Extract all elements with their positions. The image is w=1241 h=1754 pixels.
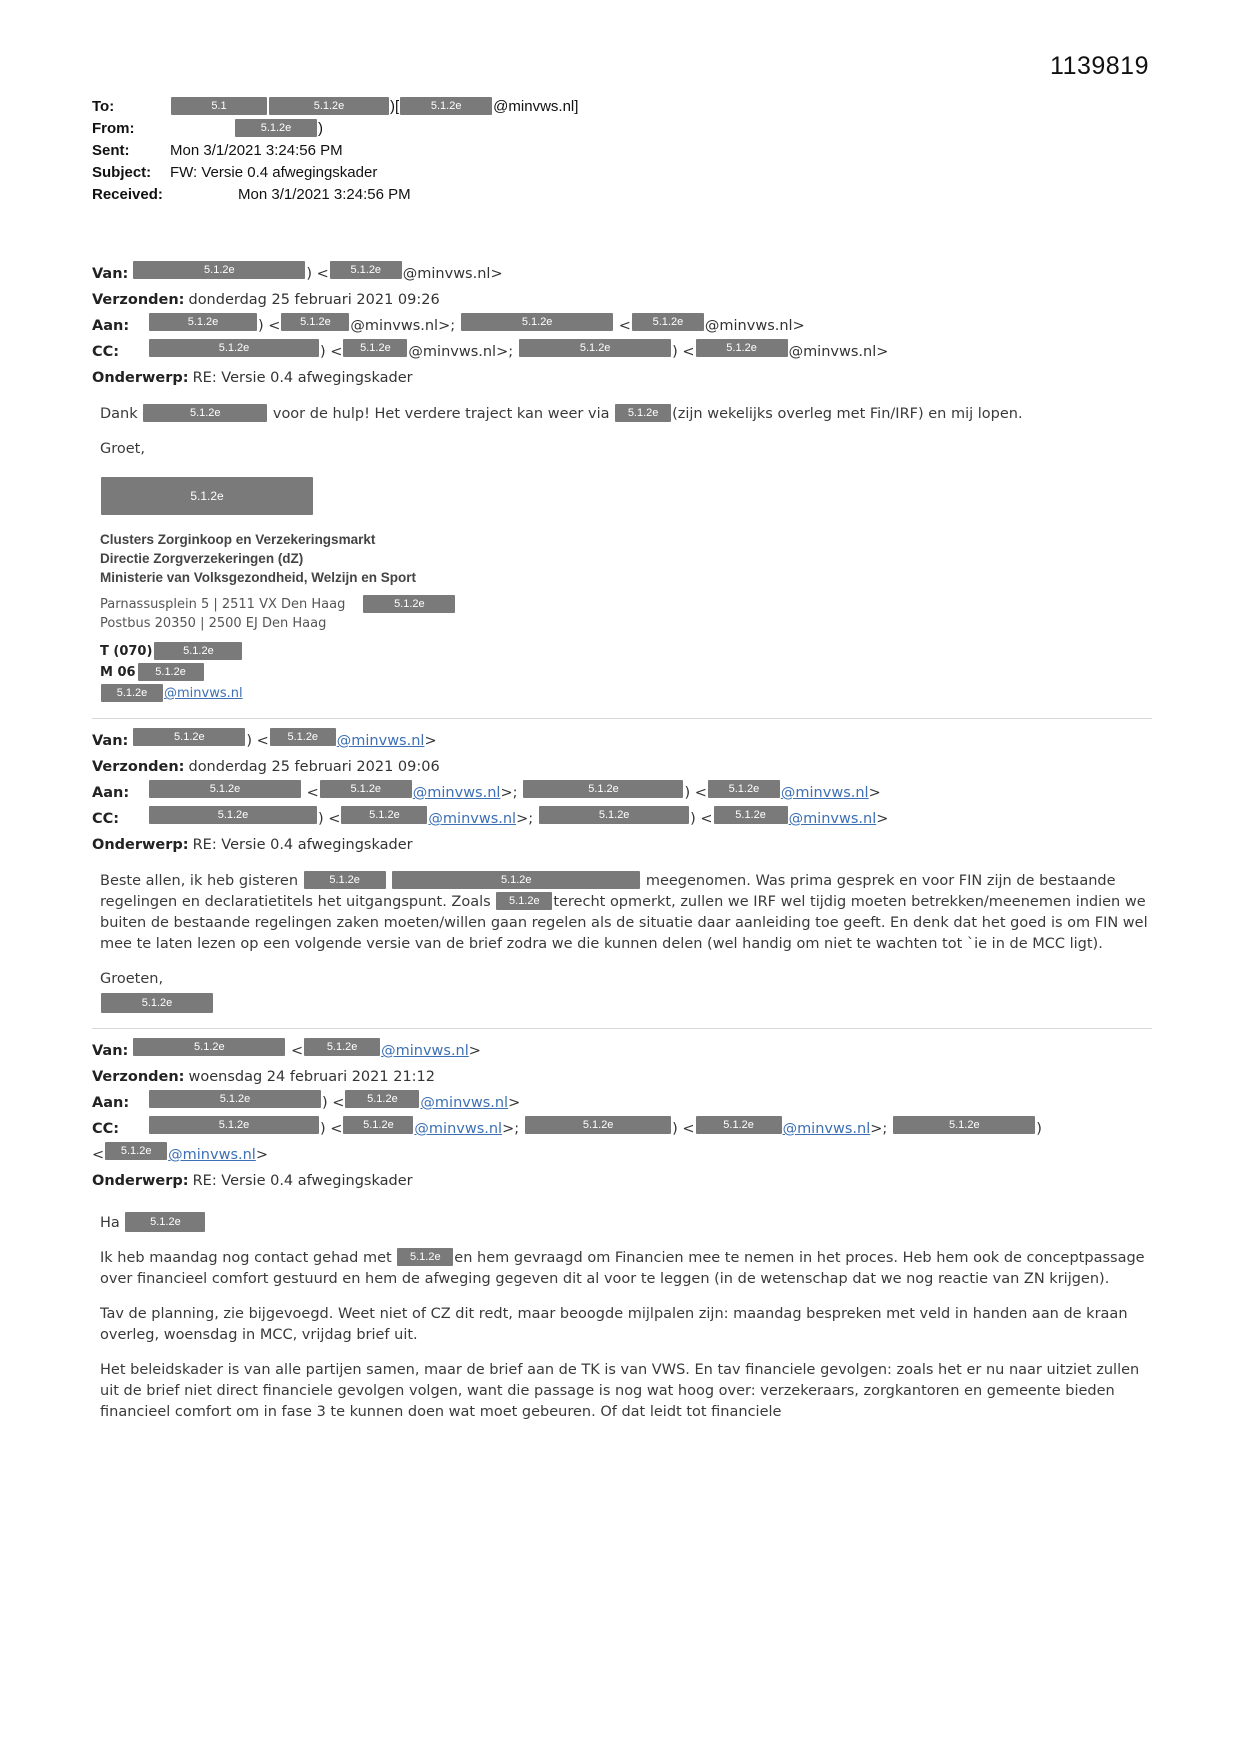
email-link[interactable]: @minvws.nl <box>788 811 877 827</box>
redaction: 5.1.2e <box>696 1116 782 1134</box>
header-row-received <box>92 184 1152 205</box>
received-value: Mon 3/1/2021 3:24:56 PM <box>238 186 411 203</box>
signature-line-3: Ministerie van Volksgezondheid, Welzijn en Sport <box>100 570 417 585</box>
phone-t-label: T (070) <box>100 644 153 659</box>
aan-line: Aan: 5.1.2e ) < 5.1.2e @minvws.nl >; 5.1.2e < 5.1.2e @minvws.nl > <box>92 314 1152 338</box>
verzonden-value: donderdag 25 februari 2021 09:26 <box>188 292 440 308</box>
email-link[interactable]: @minvws.nl <box>782 1121 871 1137</box>
cc-label: CC: <box>92 1121 120 1137</box>
redaction: 5.1.2e <box>281 313 349 331</box>
redaction: 5.1.2e <box>101 477 313 515</box>
domain-text: @minvws.nl <box>788 344 877 360</box>
redaction: 5.1.2e <box>496 892 552 910</box>
redaction: 5.1.2e <box>343 1116 413 1134</box>
to-tail: )[ <box>390 98 400 115</box>
subject-value: FW: Versie 0.4 afwegingskader <box>170 164 378 181</box>
address-line-2: Postbus 20350 | 2500 EJ Den Haag <box>100 616 327 631</box>
address-text: Parnassusplein 5 | 2511 VX Den Haag <box>100 597 346 612</box>
van-label: Van: <box>92 733 129 749</box>
paragraph-text: voor de hulp! Het verdere traject kan weer via <box>272 406 610 422</box>
redaction: 5.1.2e <box>149 780 301 798</box>
onderwerp-label: Onderwerp: <box>92 837 189 853</box>
received-label: Received: <box>92 186 163 203</box>
message-3-paragraph-2: Tav de planning, zie bijgevoegd. Weet niet of CZ dit redt, maar beoogde mijlpalen zijn: maandag bespreken met veld in handen aan de kraan overleg, woensdag in MCC, vrijdag brief uit. <box>100 1306 1128 1343</box>
email-link[interactable]: @minvws.nl <box>412 785 501 801</box>
verzonden-line <box>92 755 1152 779</box>
verzonden-value: woensdag 24 februari 2021 21:12 <box>188 1069 436 1085</box>
divider <box>92 718 1152 719</box>
email-link[interactable]: @minvws.nl <box>381 1043 469 1059</box>
onderwerp-label: Onderwerp: <box>92 1173 189 1189</box>
from-label: From: <box>92 120 135 137</box>
cc-line: CC: 5.1.2e ) < 5.1.2e @minvws.nl >; 5.1.2e ) < 5.1.2e @minvws.nl > <box>92 340 1152 364</box>
redaction: 5.1.2e <box>133 261 305 279</box>
message-2-headers <box>92 729 1152 857</box>
address-block <box>100 595 1152 633</box>
van-label: Van: <box>92 266 129 282</box>
redaction: 5.1.2e <box>363 595 455 613</box>
van-line: Van: 5.1.2e ) < 5.1.2e @minvws.nl > <box>92 729 1152 753</box>
verzonden-line <box>92 288 1152 312</box>
redaction: 5.1.2e <box>304 871 386 889</box>
redaction: 5.1.2e <box>539 806 689 824</box>
phone-mail-line <box>100 683 1152 704</box>
paragraph-text: Beste allen, ik heb gisteren <box>100 873 299 889</box>
redaction: 5.1.2e <box>101 684 163 702</box>
signature-redaction-wrap <box>100 478 1152 516</box>
redaction: 5.1.2e <box>714 806 788 824</box>
document-number: 1139819 <box>1050 52 1149 80</box>
email-link[interactable]: @minvws.nl <box>428 811 517 827</box>
email-header <box>92 96 1152 206</box>
redaction: 5.1.2e <box>893 1116 1035 1134</box>
verzonden-label: Verzonden: <box>92 759 185 775</box>
header-row-from <box>92 118 1152 139</box>
redaction: 5.1.2e <box>343 339 407 357</box>
redaction: 5.1.2e <box>138 663 204 681</box>
email-link[interactable]: @minvws.nl <box>414 1121 503 1137</box>
verzonden-label: Verzonden: <box>92 292 185 308</box>
redaction: 5.1.2e <box>143 404 267 422</box>
message-3-greeting <box>100 1213 1152 1234</box>
redaction: 5.1 <box>171 97 267 115</box>
to-end: @minvws.nl] <box>493 98 579 115</box>
sent-value: Mon 3/1/2021 3:24:56 PM <box>170 142 343 159</box>
redaction: 5.1.2e <box>708 780 780 798</box>
to-value <box>170 96 1152 117</box>
aan-label: Aan: <box>92 785 130 801</box>
redaction: 5.1.2e <box>523 780 683 798</box>
aan-label: Aan: <box>92 1095 130 1111</box>
message-3-headers <box>92 1039 1152 1193</box>
redaction: 5.1.2e <box>615 404 671 422</box>
message-1-paragraph <box>100 404 1152 425</box>
sent-label: Sent: <box>92 142 130 159</box>
aan-line: Aan: 5.1.2e ) < 5.1.2e @minvws.nl > <box>92 1091 1152 1115</box>
cc-label: CC: <box>92 344 120 360</box>
paragraph-text: (zijn wekelijks overleg met Fin/IRF) en mij lopen. <box>672 406 1023 422</box>
onderwerp-value: RE: Versie 0.4 afwegingskader <box>192 837 413 853</box>
message-3 <box>92 1039 1152 1423</box>
greeting-text: Ha <box>100 1215 120 1231</box>
redaction: 5.1.2e <box>461 313 613 331</box>
paragraph-text: en hem gevraagd om Financien mee te nemen in het proces. Heb hem ook de conceptpassage over financieel comfort gestuurd en hem de afweging gegeven dit al voor te leggen (in de wetenschap dat we nog reactie van ZN krijgen). <box>100 1250 1145 1287</box>
redaction: 5.1.2e <box>345 1090 419 1108</box>
domain-text: @minvws.nl <box>402 266 491 282</box>
onderwerp-line <box>92 833 1152 857</box>
redaction: 5.1.2e <box>125 1212 205 1232</box>
van-line: Van: 5.1.2e ) < 5.1.2e @minvws.nl > <box>92 262 1152 286</box>
van-label: Van: <box>92 1043 129 1059</box>
from-value <box>170 118 1152 139</box>
redaction: 5.1.2e <box>341 806 427 824</box>
paragraph-text: Dank <box>100 406 138 422</box>
address-line-1 <box>100 595 1152 614</box>
verzonden-line <box>92 1065 1152 1089</box>
redaction: 5.1.2e <box>632 313 704 331</box>
message-1-closing: Groet, <box>100 441 145 457</box>
message-1 <box>92 262 1152 704</box>
email-body <box>92 262 1152 1423</box>
redaction: 5.1.2e <box>149 339 319 357</box>
paragraph-text: terecht opmerkt, zullen we IRF wel tijdig moeten betrekken/meenemen indien we buiten de bestaande regelingen zaken moeten/willen gaan regelen als de situatie daar aanleiding toe geeft. En denk dat het goed is om FIN wel mee te laten lezen op een volgende versie van de brief zodra we die kunnen delen (wel handig om niet te wachten tot `ie in de MCC ligt). <box>100 894 1148 952</box>
email-link[interactable]: @minvws.nl <box>780 785 869 801</box>
header-row-to <box>92 96 1152 117</box>
from-tail: ) <box>318 120 323 137</box>
divider <box>92 1028 1152 1029</box>
phone-m-label: M 06 <box>100 665 136 680</box>
paragraph-text: meegenomen. Was prima gesprek en voor FIN zijn de bestaande regelingen en declaratietitels het uitgangspunt. Zoals <box>100 873 1116 910</box>
onderwerp-value: RE: Versie 0.4 afwegingskader <box>192 1173 413 1189</box>
email-link[interactable]: @minvws.nl <box>168 1147 256 1163</box>
redaction: 5.1.2e <box>304 1038 380 1056</box>
message-2-closing: Groeten, <box>100 971 164 987</box>
redaction: 5.1.2e <box>519 339 671 357</box>
message-3-paragraph-1 <box>100 1248 1152 1290</box>
cc-label: CC: <box>92 811 120 827</box>
cc-line-continued: < 5.1.2e @minvws.nl > <box>92 1143 1152 1167</box>
domain-text: @minvws.nl <box>408 344 497 360</box>
redaction: 5.1.2e <box>133 1038 285 1056</box>
redaction: 5.1.2e <box>392 871 640 889</box>
redaction: 5.1.2e <box>330 261 402 279</box>
redaction: 5.1.2e <box>525 1116 671 1134</box>
redaction: 5.1.2e <box>149 1116 319 1134</box>
header-row-subject <box>92 162 1152 183</box>
onderwerp-line <box>92 366 1152 390</box>
van-line: Van: 5.1.2e < 5.1.2e @minvws.nl > <box>92 1039 1152 1063</box>
message-3-paragraph-3: Het beleidskader is van alle partijen samen, maar de brief aan de TK is van VWS. En tav financiele gevolgen: zoals het er nu naar uitziet zullen uit de brief niet direct financiele gevolgen volgen, want die passage is nog wat hoog over: verzekeraars, zorgkantoren en gemeente bieden financieel comfort om in fase 3 te kunnen doen wat moet gebeuren. Of dat leidt tot financiele <box>100 1362 1140 1420</box>
redaction: 5.1.2e <box>133 728 245 746</box>
signature-block <box>100 530 1152 587</box>
to-label: To: <box>92 98 115 115</box>
redaction: 5.1.2e <box>101 993 213 1013</box>
redaction: 5.1.2e <box>320 780 412 798</box>
redaction: 5.1.2e <box>397 1248 453 1266</box>
redaction: 5.1.2e <box>235 119 317 137</box>
message-2 <box>92 729 1152 1014</box>
domain-text: @minvws.nl <box>350 318 439 334</box>
onderwerp-line <box>92 1169 1152 1193</box>
onderwerp-label: Onderwerp: <box>92 370 189 386</box>
signature-line-1: Clusters Zorginkoop en Verzekeringsmarkt <box>100 532 376 547</box>
redaction: 5.1.2e <box>270 728 336 746</box>
phone-m-line <box>100 662 1152 683</box>
aan-line: Aan: 5.1.2e < 5.1.2e @minvws.nl >; 5.1.2e ) < 5.1.2e @minvws.nl > <box>92 781 1152 805</box>
redaction: 5.1.2e <box>149 1090 321 1108</box>
email-link[interactable]: @minvws.nl <box>420 1095 509 1111</box>
subject-label: Subject: <box>92 164 152 181</box>
redaction: 5.1.2e <box>154 642 242 660</box>
phone-block <box>100 641 1152 704</box>
redaction: 5.1.2e <box>269 97 389 115</box>
header-row-sent <box>92 140 1152 161</box>
redaction: 5.1.2e <box>400 97 492 115</box>
paragraph-text: Ik heb maandag nog contact gehad met <box>100 1250 392 1266</box>
signature-line-2: Directie Zorgverzekeringen (dZ) <box>100 551 304 566</box>
domain-text: @minvws.nl <box>704 318 793 334</box>
redaction: 5.1.2e <box>149 313 257 331</box>
verzonden-label: Verzonden: <box>92 1069 185 1085</box>
email-link[interactable]: @minvws.nl <box>164 686 243 701</box>
message-1-headers <box>92 262 1152 390</box>
redaction: 5.1.2e <box>105 1142 167 1160</box>
verzonden-value: donderdag 25 februari 2021 09:06 <box>188 759 440 775</box>
aan-label: Aan: <box>92 318 130 334</box>
message-2-paragraph <box>100 871 1152 955</box>
message-2-signature-redaction <box>100 994 1152 1014</box>
redaction: 5.1.2e <box>149 806 317 824</box>
redaction: 5.1.2e <box>696 339 788 357</box>
email-link[interactable]: @minvws.nl <box>336 733 425 749</box>
cc-line: CC: 5.1.2e ) < 5.1.2e @minvws.nl >; 5.1.2e ) < 5.1.2e @minvws.nl >; 5.1.2e ) <box>92 1117 1152 1141</box>
cc-line: CC: 5.1.2e ) < 5.1.2e @minvws.nl >; 5.1.2e ) < 5.1.2e @minvws.nl > <box>92 807 1152 831</box>
phone-t-line <box>100 641 1152 662</box>
onderwerp-value: RE: Versie 0.4 afwegingskader <box>192 370 413 386</box>
